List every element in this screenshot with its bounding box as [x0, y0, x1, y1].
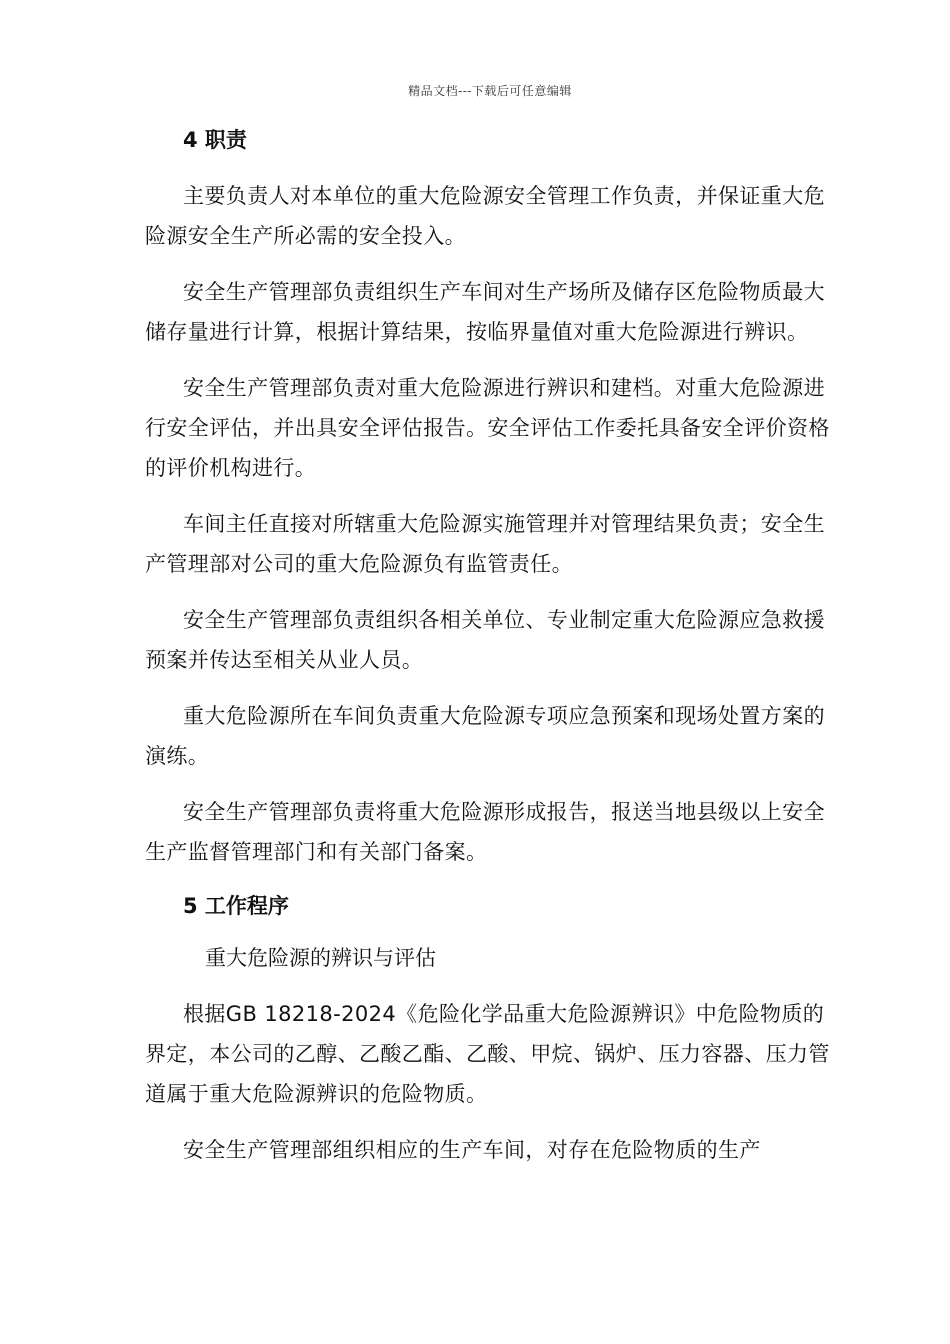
section-5-paragraph-2: 安全生产管理部组织相应的生产车间，对存在危险物质的生产	[183, 1138, 761, 1162]
document-body	[145, 120, 835, 1170]
section-4-paragraph-7: 安全生产管理部负责将重大危险源形成报告，报送当地县级以上安全生产监督管理部门和有关部门备案。	[145, 800, 825, 864]
section-5-subheading: 重大危险源的辨识与评估	[205, 946, 436, 970]
section-4-paragraph-5: 安全生产管理部负责组织各相关单位、专业制定重大危险源应急救援预案并传达至相关从业人员。	[145, 608, 825, 672]
page-header: 精品文档---下载后可任意编辑	[408, 84, 572, 98]
section-4-heading: 4 职责	[183, 128, 247, 152]
section-4-paragraph-4: 车间主任直接对所辖重大危险源实施管理并对管理结果负责；安全生产管理部对公司的重大危险源负有监管责任。	[145, 512, 825, 576]
section-4-paragraph-2: 安全生产管理部负责组织生产车间对生产场所及储存区危险物质最大储存量进行计算，根据计算结果，按临界量值对重大危险源进行辨识。	[145, 280, 825, 344]
section-4-paragraph-6: 重大危险源所在车间负责重大危险源专项应急预案和现场处置方案的演练。	[145, 704, 825, 768]
section-4-paragraph-3: 安全生产管理部负责对重大危险源进行辨识和建档。对重大危险源进行安全评估，并出具安全评估报告。安全评估工作委托具备安全评价资格的评价机构进行。	[145, 376, 830, 480]
section-4-paragraph-1: 主要负责人对本单位的重大危险源安全管理工作负责，并保证重大危险源安全生产所必需的安全投入。	[145, 184, 825, 248]
section-5-paragraph-1: 根据GB 18218-2024《危险化学品重大危险源辨识》中危险物质的界定，本公司的乙醇、乙酸乙酯、乙酸、甲烷、锅炉、压力容器、压力管道属于重大危险源辨识的危险物质。	[145, 1002, 830, 1106]
section-5-heading: 5 工作程序	[183, 894, 289, 918]
